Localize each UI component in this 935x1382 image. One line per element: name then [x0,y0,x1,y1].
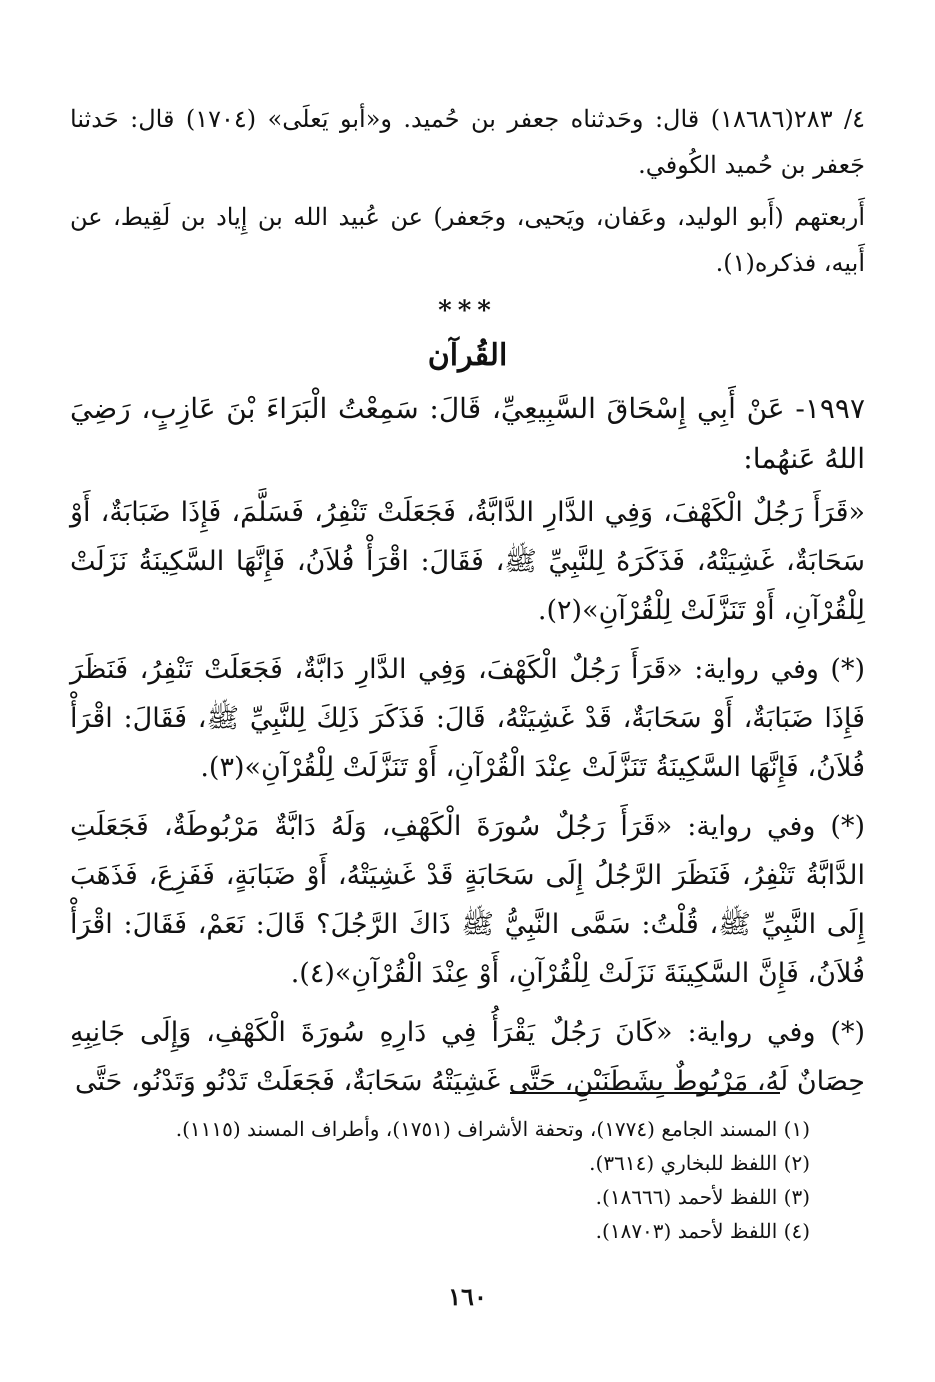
footnote-1: (١) المسند الجامع (١٧٧٤)، وتحفة الأشراف (١٧٥١)، وأطراف المسند (١١١٥). [175,1117,810,1141]
section-separator-stars: *** [438,296,497,326]
footnote-4: (٤) اللفظ لأحمد (١٨٧٠٣). [595,1219,810,1243]
footnotes [70,1112,810,1248]
riwaya-paragraph-2: (*) وفي رواية: «قَرَأَ رَجُلٌ سُورَةَ الْكَهْفِ، وَلَهُ دَابَّةٌ مَرْبُوطَةٌ، فَجَعَلَتِ الدَّابَّةُ تَنْفِرُ، فَنَظَرَ الرَّجُلُ إِلَى سَحَابَةٍ قَدْ غَشِيَتْهُ، أَوْ ضَبَابَةٍ، فَفَزِعَ، فَذَهَبَ إِلَى النَّبِيِّ ﷺ، قُلْتُ: سَمَّى النَّبِيُّ ﷺ ذَاكَ الرَّجُلَ؟ قَالَ: نَعَمْ، فَقَالَ: اقْرَأْ فُلاَنُ، فَإِنَّ السَّكِينَةَ نَزَلَتْ لِلْقُرْآنِ، أَوْ عِنْدَ الْقُرْآنِ»(٤). [70,811,865,989]
isnad-paragraph: ٤/ ٢٨٣(١٨٦٨٦) قال: وحَدثناه جعفر بن حُميد. و«أبو يَعلَى» (١٧٠٤) قال: حَدثنا جَعفر بن حُميد الكُوفي. [70,105,866,179]
hadith-intro: ١٩٩٧- عَنْ أَبِي إِسْحَاقَ السَّبِيعِيِّ، قَالَ: سَمِعْتُ الْبَرَاءَ بْنَ عَازِبٍ، رَضِيَ اللهُ عَنهُما: [70,392,865,475]
footnote-3: (٣) اللفظ لأحمد (١٨٦٦٦). [595,1185,810,1209]
footnote-separator [510,1092,780,1094]
riwaya-paragraph-3: (*) وفي رواية: «كَانَ رَجُلٌ يَقْرَأُ فِي دَارِهِ سُورَةَ الْكَهْفِ، وَإِلَى جَانِبِهِ حِصَانٌ لَهُ، مَرْبُوطٌ بِشَطَنَيْنِ، حَتَّى غَشِيَتْهُ سَحَابَةٌ، فَجَعَلَتْ تَدْنُو وَتَدْنُو، حَتَّى [70,1017,865,1097]
riwaya-paragraph-1: (*) وفي رواية: «قَرَأَ رَجُلٌ الْكَهْفَ، وَفِي الدَّارِ دَابَّةٌ، فَجَعَلَتْ تَنْفِرُ، فَنَظَرَ فَإِذَا ضَبَابَةٌ، أَوْ سَحَابَةٌ، قَدْ غَشِيَتْهُ، قَالَ: فَذَكَرَ ذَلِكَ لِلنَّبِيِّ ﷺ، فَقَالَ: اقْرَأْ فُلاَنُ، فَإِنَّهَا السَّكِينَةُ تَنَزَّلَتْ عِنْدَ الْقُرْآنِ، أَوْ تَنَزَّلَتْ لِلْقُرْآنِ»(٣). [70,654,865,783]
section-heading: القُرآن [427,338,508,373]
footnote-2: (٢) اللفظ للبخاري (٣٦١٤). [589,1151,810,1175]
isnad-summary-paragraph: أَربعتهم (أَبو الوليد، وعَفان، ويَحيى، وجَعفر) عن عُبيد الله بن إِياد بن لَقِيط، عن أَبيه، فذكره(١). [70,203,865,277]
page-number: ١٦٠ [448,1282,487,1311]
hadith-text: «قَرَأَ رَجُلٌ الْكَهْفَ، وَفِي الدَّارِ الدَّابَّةُ، فَجَعَلَتْ تَنْفِرُ، فَسَلَّمَ، فَإِذَا ضَبَابَةٌ، أَوْ سَحَابَةٌ، غَشِيَتْهُ، فَذَكَرَهُ لِلنَّبِيِّ ﷺ، فَقَالَ: اقْرَأْ فُلاَنُ، فَإِنَّهَا السَّكِينَةُ نَزَلَتْ لِلْقُرْآنِ، أَوْ تَنَزَّلَتْ لِلْقُرْآنِ»(٢). [70,497,865,626]
page-body [70,96,865,1116]
